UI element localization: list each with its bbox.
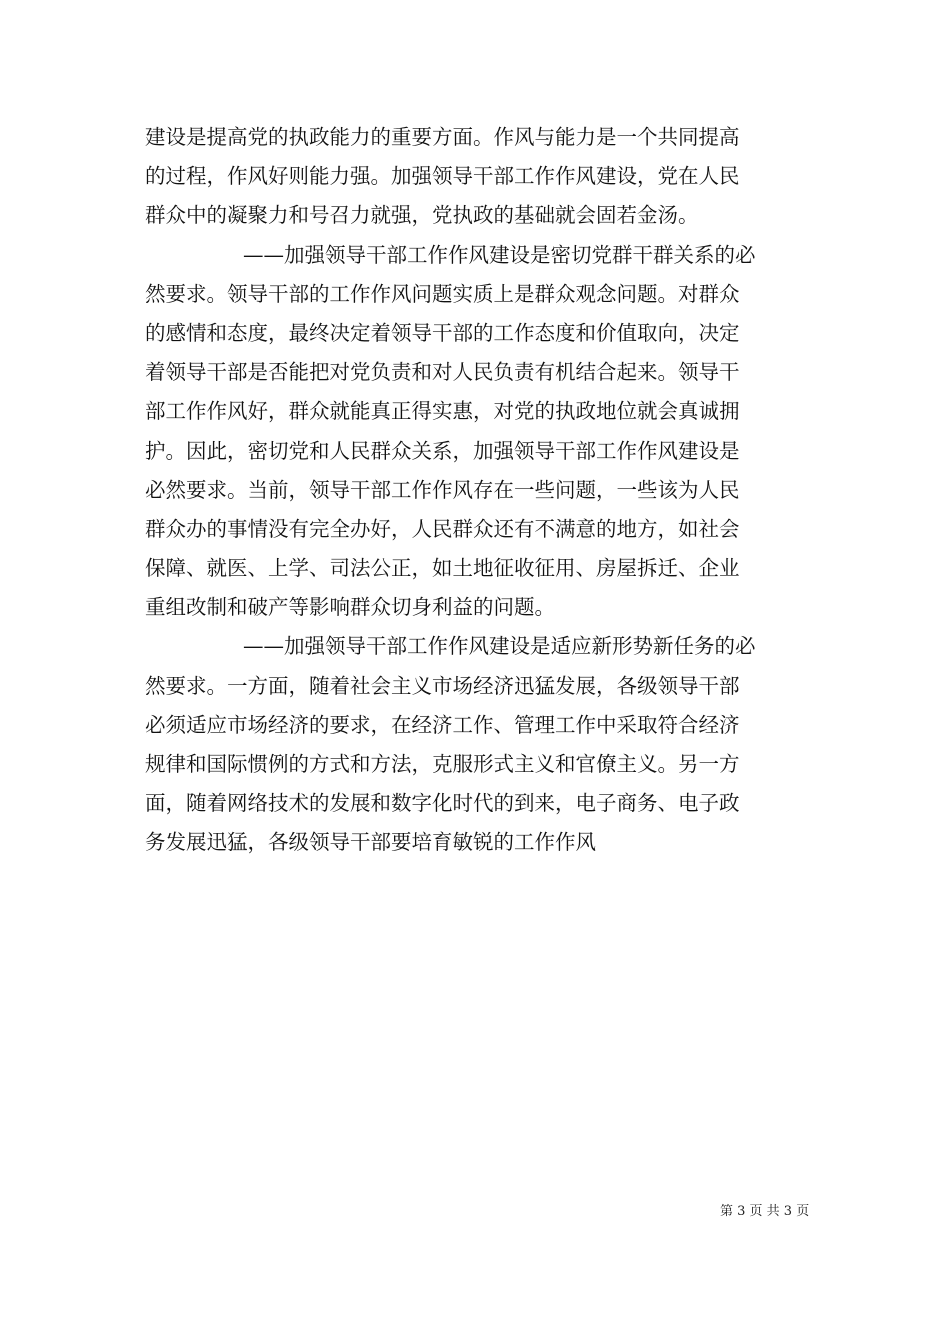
body-text	[145, 118, 811, 863]
text-line: 面，随着网络技术的发展和数字化时代的到来，电子商务、电子政	[145, 791, 740, 816]
text-line: 然要求。一方面，随着社会主义市场经济迅猛发展，各级领导干部	[145, 673, 740, 698]
text-line: 的感情和态度，最终决定着领导干部的工作态度和价值取向，决定	[145, 320, 740, 345]
text-line: 部工作作风好，群众就能真正得实惠，对党的执政地位就会真诚拥	[145, 399, 740, 424]
text-line: 然要求。领导干部的工作作风问题实质上是群众观念问题。对群众	[145, 281, 740, 306]
text-line: 重组改制和破产等影响群众切身利益的问题。	[145, 595, 555, 620]
text-line: 保障、就医、上学、司法公正，如土地征收征用、房屋拆迁、企业	[145, 556, 740, 581]
text-line: ——加强领导干部工作作风建设是密切党群干群关系的必	[243, 242, 756, 267]
text-line: 群众办的事情没有完全办好，人民群众还有不满意的地方，如社会	[145, 516, 740, 541]
text-line: 护。因此，密切党和人民群众关系，加强领导干部工作作风建设是	[145, 438, 740, 463]
text-line: 建设是提高党的执政能力的重要方面。作风与能力是一个共同提高	[145, 125, 740, 149]
text-line: 务发展迅猛，各级领导干部要培育敏锐的工作作风	[145, 830, 596, 855]
text-line: 必须适应市场经济的要求，在经济工作、管理工作中采取符合经济	[145, 712, 740, 737]
text-line: ——加强领导干部工作作风建设是适应新形势新任务的必	[243, 634, 756, 659]
text-line: 群众中的凝聚力和号召力就强，党执政的基础就会固若金汤。	[145, 203, 699, 228]
text-line: 规律和国际惯例的方式和方法，克服形式主义和官僚主义。另一方	[145, 752, 740, 776]
text-line: 着领导干部是否能把对党负责和对人民负责有机结合起来。领导干	[145, 360, 740, 385]
text-line: 必然要求。当前，领导干部工作作风存在一些问题，一些该为人民	[145, 477, 740, 502]
text-line: 的过程，作风好则能力强。加强领导干部工作作风建设，党在人民	[145, 164, 740, 189]
page-footer: 第 3 页 共 3 页	[720, 1204, 810, 1219]
